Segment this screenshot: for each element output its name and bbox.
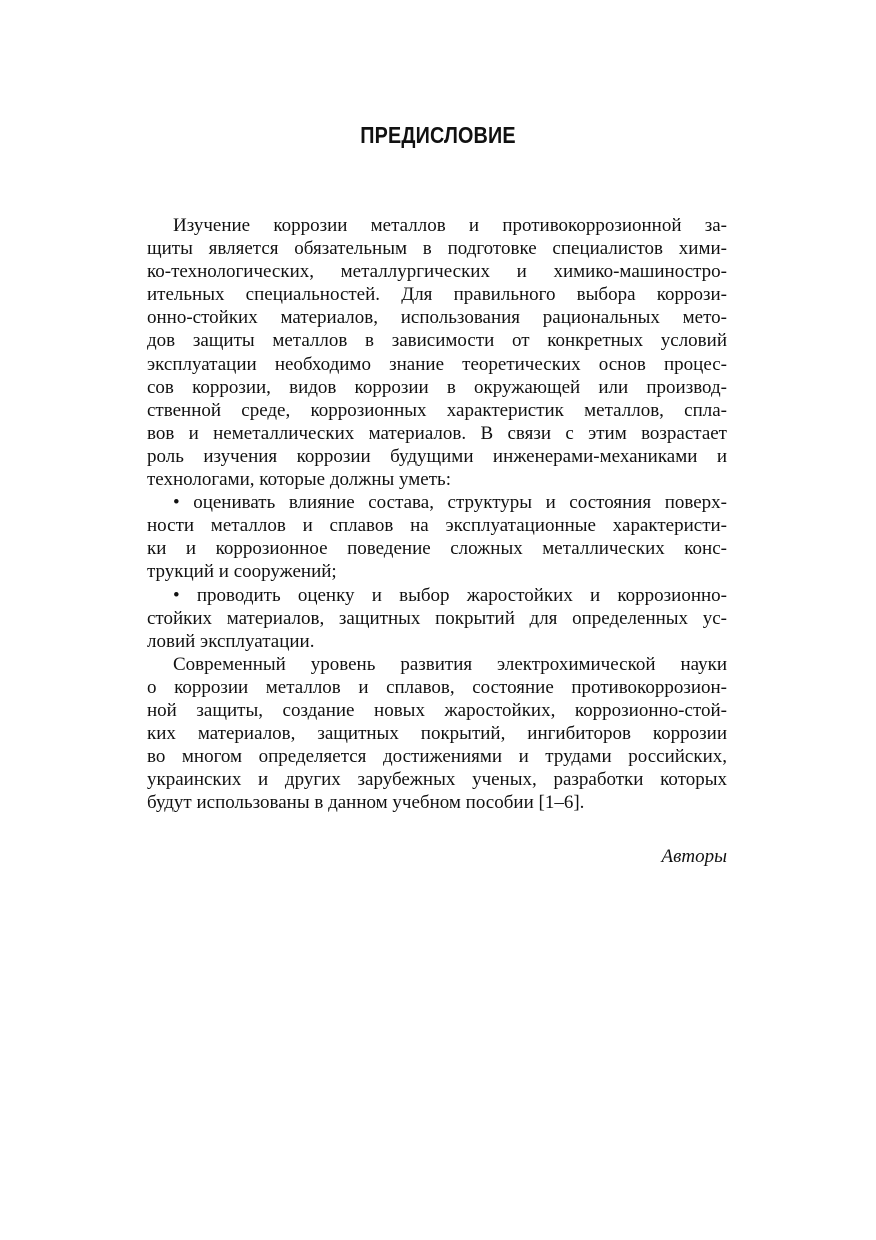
text-line: вов и неметаллических материалов. В связи с этим возрастает: [147, 422, 727, 444]
text-line: онно-стойких материалов, использования рациональных мето-: [147, 307, 727, 329]
text-line: ственной среде, коррозионных характеристик металлов, спла-: [147, 399, 727, 421]
text-line: эксплуатации необходимо знание теоретических основ процес-: [147, 353, 727, 375]
text-line: ких материалов, защитных покрытий, ингибиторов коррозии: [147, 723, 727, 745]
text-line: ительных специальностей. Для правильного выбора коррози-: [147, 284, 727, 306]
text-line: украинских и других зарубежных ученых, разработки которых: [147, 769, 727, 791]
text-line: ности металлов и сплавов на эксплуатационные характеристи-: [147, 515, 727, 537]
text-line: ловий эксплуатации.: [147, 630, 315, 652]
text-line: будут использованы в данном учебном пособии [1–6].: [147, 792, 585, 814]
page-title: ПРЕДИСЛОВИЕ: [360, 122, 516, 148]
text-line: технологами, которые должны уметь:: [147, 469, 451, 491]
text-line: трукций и сооружений;: [147, 561, 337, 583]
text-line: о коррозии металлов и сплавов, состояние противокоррозион-: [147, 676, 727, 698]
text-line: щиты является обязательным в подготовке специалистов хими-: [147, 238, 727, 260]
text-line: роль изучения коррозии будущими инженерами-механиками и: [147, 445, 727, 467]
text-line: сов коррозии, видов коррозии в окружающей или производ-: [147, 376, 727, 398]
preface-text: [147, 214, 727, 814]
signature: Авторы: [661, 846, 727, 867]
text-line: ки и коррозионное поведение сложных металлических конс-: [147, 538, 727, 560]
text-line: Изучение коррозии металлов и противокоррозионной за-: [173, 215, 727, 236]
text-line: Современный уровень развития электрохимической науки: [173, 653, 727, 675]
text-line: ко-технологических, металлургических и химико-машиностро-: [147, 261, 727, 283]
text-line: дов защиты металлов в зависимости от конкретных условий: [147, 330, 727, 352]
text-line: • проводить оценку и выбор жаростойких и коррозионно-: [173, 584, 727, 606]
text-line: во многом определяется достижениями и трудами российских,: [147, 746, 727, 768]
text-line: ной защиты, создание новых жаростойких, коррозионно-стой-: [147, 699, 727, 721]
text-line: стойких материалов, защитных покрытий для определенных ус-: [147, 607, 727, 629]
text-line: • оценивать влияние состава, структуры и состояния поверх-: [173, 492, 727, 514]
